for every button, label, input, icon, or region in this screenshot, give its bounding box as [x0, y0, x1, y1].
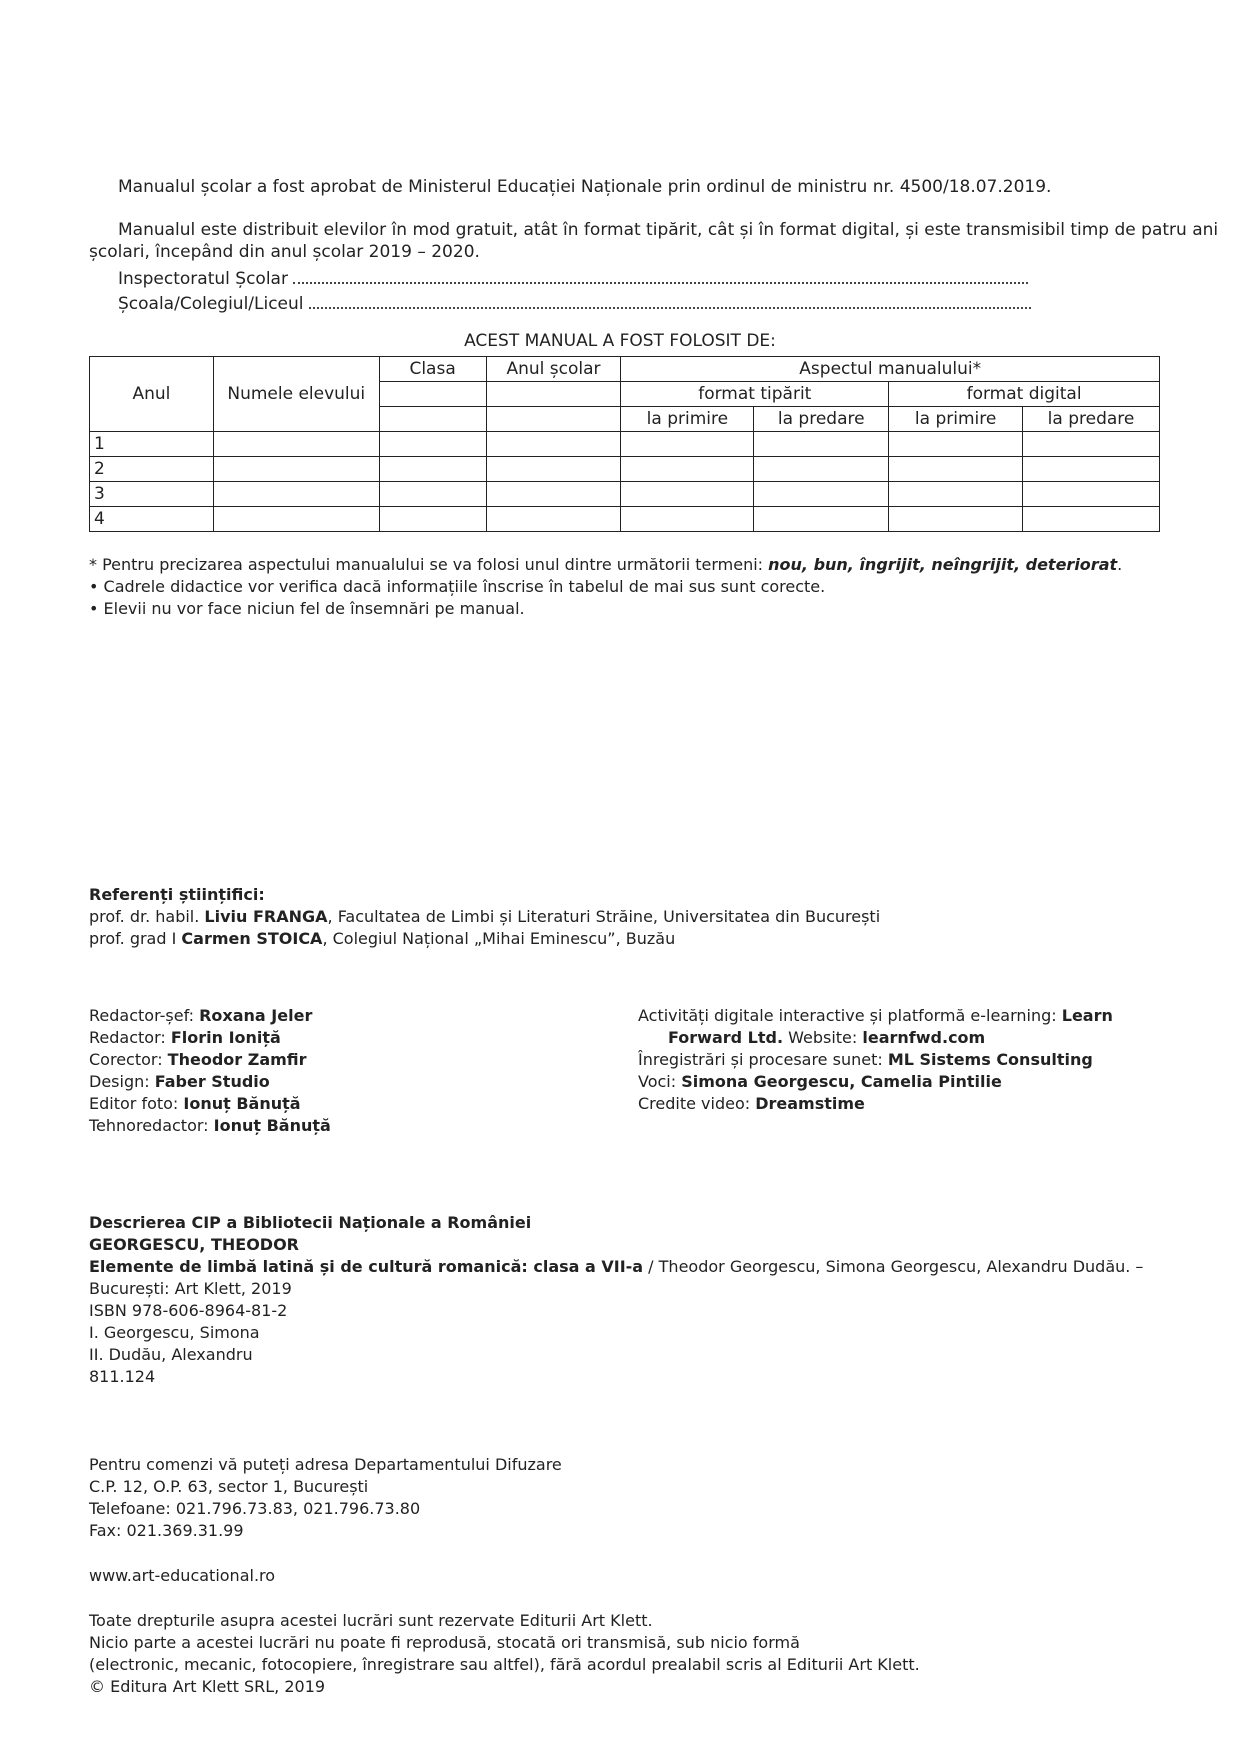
credit-name: Ionuț Bănuță [213, 1116, 331, 1135]
table-cell [379, 507, 486, 532]
table-cell [379, 457, 486, 482]
table-cell [486, 482, 621, 507]
rights-line: (electronic, mecanic, fotocopiere, înregistrare sau altfel), fără acordul prealabil scris al Editurii Art Klett. [89, 1655, 920, 1674]
table-cell [486, 432, 621, 457]
cip-title-rest: / Theodor Georgescu, Simona Georgescu, Alexandru Dudău. – [643, 1257, 1144, 1276]
credit-name: Forward Ltd. [668, 1028, 784, 1047]
header-tiparit-la-primire: la primire [621, 407, 754, 432]
inspectorate-dotted-line [293, 268, 1028, 284]
table-cell [621, 457, 754, 482]
credit-role: Înregistrări și procesare sunet: [638, 1050, 888, 1069]
credit-line [89, 1071, 331, 1093]
referents-heading: Referenți științifici: [89, 885, 265, 904]
header-anul: Anul [90, 357, 214, 432]
credit-line [638, 1071, 1113, 1093]
table-cell [379, 407, 486, 432]
credits-right [638, 1005, 1113, 1115]
table-cell [486, 457, 621, 482]
credit-name: ML Sistems Consulting [887, 1050, 1093, 1069]
table-cell [1023, 432, 1160, 457]
table-cell [213, 457, 379, 482]
header-digital-la-predare: la predare [1023, 407, 1160, 432]
aspect-note [89, 554, 1122, 576]
credit-name: Ionuț Bănuță [183, 1094, 301, 1113]
table-cell [621, 482, 754, 507]
header-an-scolar: Anul școlar [486, 357, 621, 382]
credit-role: Voci: [638, 1072, 682, 1091]
table-cell [621, 432, 754, 457]
orders-fax: Fax: 021.369.31.99 [89, 1521, 244, 1540]
header-format-digital: format digital [889, 382, 1160, 407]
table-cell [754, 507, 889, 532]
referent-1 [89, 906, 880, 928]
row-number: 3 [90, 482, 214, 507]
orders-phones: Telefoane: 021.796.73.83, 021.796.73.80 [89, 1499, 421, 1518]
orders-block [89, 1454, 562, 1542]
table-cell [379, 382, 486, 407]
table-cell [754, 482, 889, 507]
copyright-line: © Editura Art Klett SRL, 2019 [89, 1677, 326, 1696]
table-cell [889, 482, 1023, 507]
header-format-tiparit: format tipărit [621, 382, 889, 407]
cip-publisher: București: Art Klett, 2019 [89, 1279, 292, 1298]
aspect-note-prefix: * Pentru precizarea aspectului manualului se va folosi unul dintre următorii termeni: [89, 555, 769, 574]
referent-2-affiliation: , Colegiul Național „Mihai Eminescu”, Buzău [322, 929, 676, 948]
table-row [90, 432, 1160, 457]
rights-line: Nicio parte a acestei lucrări nu poate fi reprodusă, stocată ori transmisă, sub nicio formă [89, 1633, 800, 1652]
credit-line [89, 1027, 331, 1049]
referent-1-title: prof. dr. habil. [89, 907, 205, 926]
school-field [118, 293, 1031, 315]
distribution-text-line2: școlari, începând din anul școlar 2019 – 2020. [89, 242, 480, 262]
table-cell [486, 507, 621, 532]
cip-entry-2: II. Dudău, Alexandru [89, 1345, 253, 1364]
table-cell [621, 507, 754, 532]
table-cell [1023, 507, 1160, 532]
cip-block [89, 1212, 1143, 1388]
table-cell [486, 382, 621, 407]
rights-line: Toate drepturile asupra acestei lucrări sunt rezervate Editurii Art Klett. [89, 1611, 653, 1630]
table-cell [1023, 457, 1160, 482]
student-note: • Elevii nu vor face niciun fel de însemnări pe manual. [89, 599, 525, 618]
header-tiparit-la-predare: la predare [754, 407, 889, 432]
row-number: 1 [90, 432, 214, 457]
school-label: Școala/Colegiul/Liceul [118, 294, 304, 314]
table-cell [754, 432, 889, 457]
table-row [90, 507, 1160, 532]
table-cell [213, 432, 379, 457]
credit-role: Redactor: [89, 1028, 171, 1047]
credit-name: Florin Ioniță [170, 1028, 281, 1047]
credit-role: Tehnoredactor: [89, 1116, 214, 1135]
table-cell [754, 457, 889, 482]
inspectorate-label: Inspectoratul Școlar [118, 269, 288, 289]
referent-1-affiliation: , Facultatea de Limbi și Literaturi Străine, Universitatea din București [327, 907, 881, 926]
referent-2 [89, 928, 675, 950]
row-number: 4 [90, 507, 214, 532]
usage-table [89, 356, 1160, 532]
credit-name: Roxana Jeler [199, 1006, 313, 1025]
cip-classification: 811.124 [89, 1367, 156, 1386]
table-cell [213, 507, 379, 532]
table-row [90, 457, 1160, 482]
table-cell [213, 482, 379, 507]
table-cell [889, 432, 1023, 457]
cip-entry-1: I. Georgescu, Simona [89, 1323, 260, 1342]
credit-name: Simona Georgescu, Camelia Pintilie [681, 1072, 1002, 1091]
orders-address: C.P. 12, O.P. 63, sector 1, București [89, 1477, 369, 1496]
table-cell [379, 482, 486, 507]
credit-role: Editor foto: [89, 1094, 184, 1113]
credit-role: Design: [89, 1072, 155, 1091]
table-cell [889, 457, 1023, 482]
credit-line [638, 1027, 1113, 1049]
inspectorate-field [118, 268, 1028, 290]
credit-line [89, 1049, 331, 1071]
teacher-note: • Cadrele didactice vor verifica dacă informațiile înscrise în tabelul de mai sus sunt corecte. [89, 577, 826, 596]
table-cell [486, 407, 621, 432]
cip-title [89, 1256, 1143, 1278]
referent-1-name: Liviu FRANGA [204, 907, 328, 926]
credit-line [638, 1093, 1113, 1115]
header-aspect: Aspectul manualului* [621, 357, 1160, 382]
credit-role: Website: [783, 1028, 863, 1047]
table-cell [1023, 482, 1160, 507]
aspect-note-suffix: . [1117, 555, 1123, 574]
header-nume-elev: Numele elevului [213, 357, 379, 432]
credit-name: Faber Studio [154, 1072, 270, 1091]
table-row [90, 482, 1160, 507]
header-digital-la-primire: la primire [889, 407, 1023, 432]
table-cell [379, 432, 486, 457]
approval-text: Manualul școlar a fost aprobat de Ministerul Educației Naționale prin ordinul de ministru nr. 4500/18.07.2019. [118, 177, 1052, 197]
credit-role: Credite video: [638, 1094, 756, 1113]
credit-line [638, 1005, 1113, 1027]
credit-line [89, 1005, 331, 1027]
header-clasa: Clasa [379, 357, 486, 382]
credit-line [89, 1093, 331, 1115]
referent-2-name: Carmen STOICA [181, 929, 323, 948]
school-dotted-line [309, 293, 1031, 309]
orders-line: Pentru comenzi vă puteți adresa Departamentului Difuzare [89, 1455, 562, 1474]
credit-name: Learn [1061, 1006, 1113, 1025]
distribution-text-line1: Manualul este distribuit elevilor în mod gratuit, atât în format tipărit, cât și în format digital, și este transmisibil timp de patru ani [118, 220, 1219, 240]
referent-2-title: prof. grad I [89, 929, 182, 948]
credits-left [89, 1005, 331, 1137]
credit-line [89, 1115, 331, 1137]
credit-role: Redactor-șef: [89, 1006, 200, 1025]
credit-role: Activități digitale interactive și platformă e-learning: [638, 1006, 1062, 1025]
credit-name: Theodor Zamfir [167, 1050, 307, 1069]
website-link[interactable]: www.art-educational.ro [89, 1566, 276, 1585]
usage-table-title: ACEST MANUAL A FOST FOLOSIT DE: [464, 331, 776, 351]
row-number: 2 [90, 457, 214, 482]
aspect-terms: nou, bun, îngrijit, neîngrijit, deteriorat [768, 555, 1118, 574]
table-cell [889, 507, 1023, 532]
cip-author: GEORGESCU, THEODOR [89, 1235, 299, 1254]
cip-heading: Descrierea CIP a Bibliotecii Naționale a României [89, 1213, 532, 1232]
credit-role: Corector: [89, 1050, 168, 1069]
cip-isbn: ISBN 978-606-8964-81-2 [89, 1301, 288, 1320]
cip-title-bold: Elemente de limbă latină și de cultură romanică: clasa a VII-a [89, 1257, 644, 1276]
credit-website: learnfwd.com [862, 1028, 986, 1047]
credit-line [638, 1049, 1113, 1071]
rights-block [89, 1610, 920, 1698]
credit-name: Dreamstime [755, 1094, 865, 1113]
